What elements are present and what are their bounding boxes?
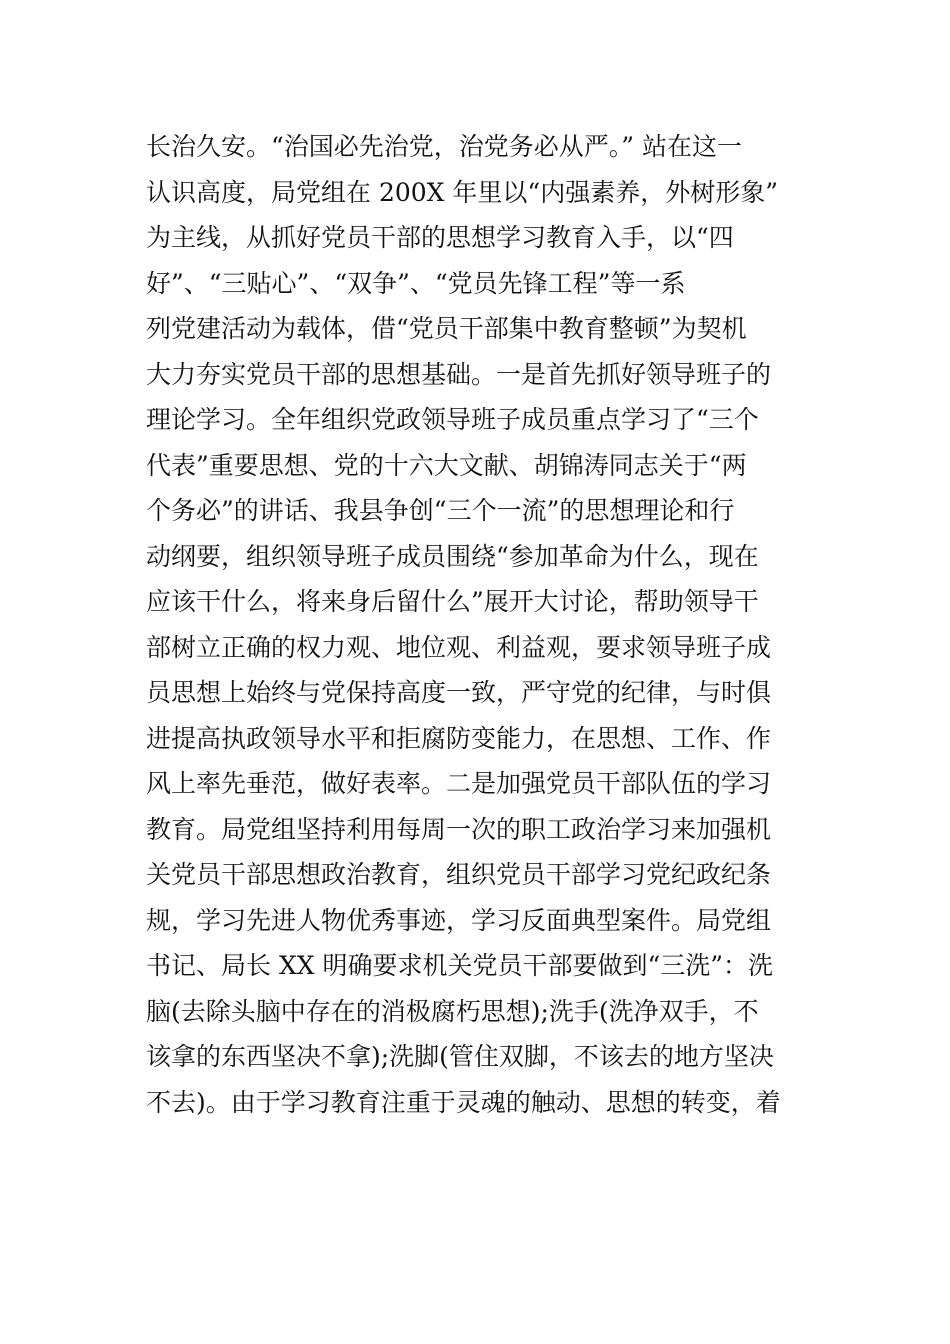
text-line-3: 为主线，从抓好党员干部的思想学习教育入手，以“四 xyxy=(146,223,734,252)
text-line-2: 认识高度，局党组在 200X 年里以“内强素养，外树形象” xyxy=(146,177,778,207)
text-line-12: 部树立正确的权力观、地位观、利益观，要求领导班子成 xyxy=(146,632,772,662)
text-line-10: 动纲要，组织领导班子成员围绕“参加革命为什么，现在 xyxy=(146,541,759,571)
text-line-15: 风上率先垂范，做好表率。二是加强党员干部队伍的学习 xyxy=(146,769,772,798)
text-line-13: 员思想上始终与党保持高度一致，严守党的纪律，与时俱 xyxy=(146,678,772,707)
text-line-21: 该拿的东西坚决不拿);洗脚(管住双脚，不该去的地方坚决 xyxy=(146,1042,774,1071)
text-line-14: 进提高执政领导水平和拒腐防变能力，在思想、工作、作 xyxy=(146,723,772,753)
text-line-17: 关党员干部思想政治教育，组织党员干部学习党纪政纪条 xyxy=(146,860,772,889)
text-line-1: 长治久安。“治国必先治党，治党务必从严。” 站在这一 xyxy=(146,132,743,161)
text-line-9: 个务必”的讲话、我县争创“三个一流”的思想理论和行 xyxy=(146,496,735,525)
text-line-7: 理论学习。全年组织党政领导班子成员重点学习了“三个 xyxy=(146,405,759,434)
text-line-22: 不去)。由于学习教育注重于灵魂的触动、思想的转变，着 xyxy=(146,1087,781,1117)
text-line-20: 脑(去除头脑中存在的消极腐朽思想);洗手(洗净双手，不 xyxy=(146,996,759,1026)
text-line-5: 列党建活动为载体，借“党员干部集中教育整顿”为契机 xyxy=(146,314,747,343)
body-text xyxy=(146,124,816,1125)
text-line-19: 书记、局长 XX 明确要求机关党员干部要做到“三洗”：洗 xyxy=(146,951,774,980)
text-line-4: 好”、“三贴心”、“双争”、“党员先锋工程”等一系 xyxy=(146,268,686,298)
text-line-11: 应该干什么，将来身后留什么”展开大讨论，帮助领导干 xyxy=(146,587,759,616)
text-line-6: 大力夯实党员干部的思想基础。一是首先抓好领导班子的 xyxy=(146,359,772,389)
text-line-8: 代表”重要思想、党的十六大文献、胡锦涛同志关于“两 xyxy=(146,450,747,480)
text-line-16: 教育。局党组坚持利用每周一次的职工政治学习来加强机 xyxy=(146,814,772,844)
text-line-18: 规，学习先进人物优秀事迹，学习反面典型案件。局党组 xyxy=(146,905,772,935)
